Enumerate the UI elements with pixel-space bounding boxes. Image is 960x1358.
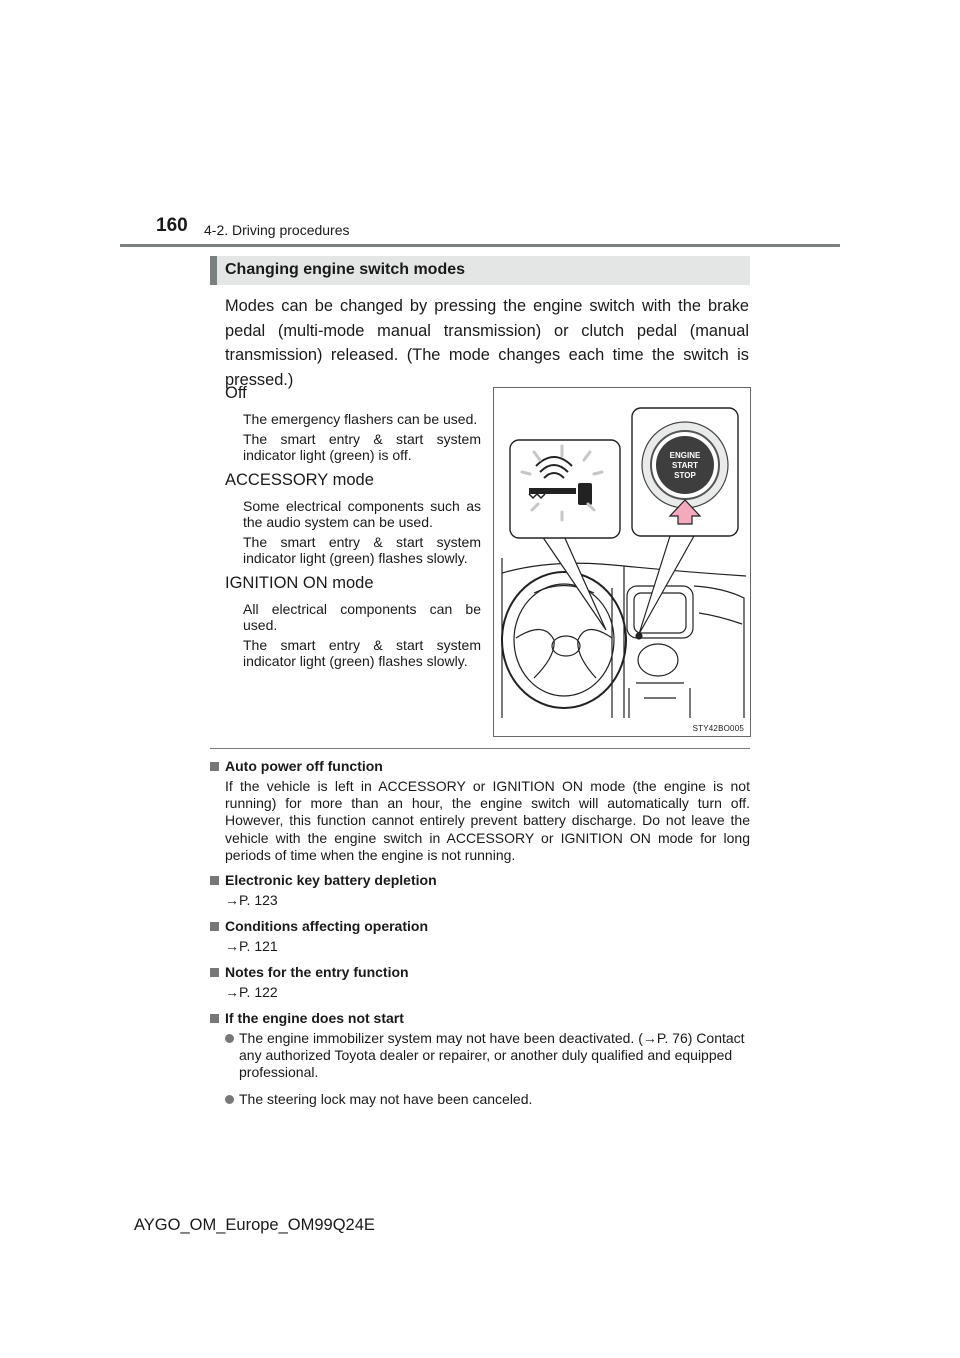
round-bullet-icon: [225, 1095, 234, 1104]
square-bullet-icon: [210, 876, 219, 885]
mode-title-accessory: ACCESSORY mode: [225, 471, 374, 489]
mode-list: [225, 384, 481, 673]
figure-code: STY42BO005: [692, 724, 744, 733]
square-bullet-icon: [210, 968, 219, 977]
page-number: 160: [156, 215, 188, 236]
note-title-text: Electronic key battery depletion: [225, 872, 437, 889]
engine-label: ENGINE: [669, 451, 701, 460]
note-title: [210, 1010, 750, 1026]
dashboard-drawing: [494, 388, 750, 736]
note-title-text: If the engine does not start: [225, 1010, 404, 1027]
note-title: [210, 758, 750, 774]
document-footer: AYGO_OM_Europe_OM99Q24E: [134, 1216, 375, 1234]
section-divider: [210, 748, 750, 749]
stop-label: STOP: [674, 471, 696, 480]
intro-paragraph: Modes can be changed by pressing the engine switch with the brake pedal (multi-mode manual transmission) or clutch pedal (manual transmission) released. (The mode changes each time the switch is pressed.): [225, 297, 749, 389]
square-bullet-icon: [210, 1014, 219, 1023]
note-title-text: Notes for the entry function: [225, 964, 409, 981]
note-title: [210, 872, 750, 888]
list-item: [225, 1091, 750, 1108]
mode-detail: All electrical components can be used.: [243, 601, 481, 633]
section-title: 4-2. Driving procedures: [204, 222, 350, 238]
heading-accent: [210, 256, 217, 285]
section-heading: Changing engine switch modes: [225, 261, 466, 278]
note-title-text: Auto power off function: [225, 758, 383, 774]
page-reference-link[interactable]: →P. 122: [225, 984, 278, 1001]
header-rule: [120, 244, 840, 247]
list-item-text: The steering lock may not have been canceled.: [239, 1091, 533, 1108]
mode-detail: The smart entry & start system indicator light (green) flashes slowly.: [243, 637, 481, 669]
square-bullet-icon: [210, 762, 219, 771]
start-label: START: [671, 461, 699, 470]
page-reference-link[interactable]: →P. 121: [225, 938, 278, 955]
dashboard-illustration: [493, 387, 751, 737]
notes-section: [210, 758, 750, 1118]
square-bullet-icon: [210, 922, 219, 931]
note-title-text: Conditions affecting operation: [225, 918, 428, 935]
page-reference-link[interactable]: →P. 123: [225, 892, 278, 909]
list-item: [225, 1030, 750, 1081]
mode-title-off: Off: [225, 384, 247, 402]
mode-detail: The emergency flashers can be used.: [243, 411, 478, 427]
note-title: [210, 964, 750, 980]
note-body: If the vehicle is left in ACCESSORY or IGNITION ON mode (the engine is not running) for more than an hour, the engine switch will automatically turn off. However, this function cannot entirely prevent battery discharge. Do not leave the vehicle with the engine switch in ACCESSORY or IGNITION ON mode for long periods of time when the engine is not running.: [225, 778, 750, 863]
list-item-text: The engine immobilizer system may not have been deactivated. (→P. 76) Contact any authorized Toyota dealer or repairer, or another duly qualified and equipped professional.: [239, 1030, 745, 1081]
mode-title-ignition-on: IGNITION ON mode: [225, 574, 374, 592]
mode-detail: Some electrical components such as the audio system can be used.: [243, 498, 481, 530]
mode-detail: The smart entry & start system indicator light (green) flashes slowly.: [243, 534, 481, 566]
mode-detail: The smart entry & start system indicator light (green) is off.: [243, 431, 481, 463]
round-bullet-icon: [225, 1034, 234, 1043]
note-title: [210, 918, 750, 934]
